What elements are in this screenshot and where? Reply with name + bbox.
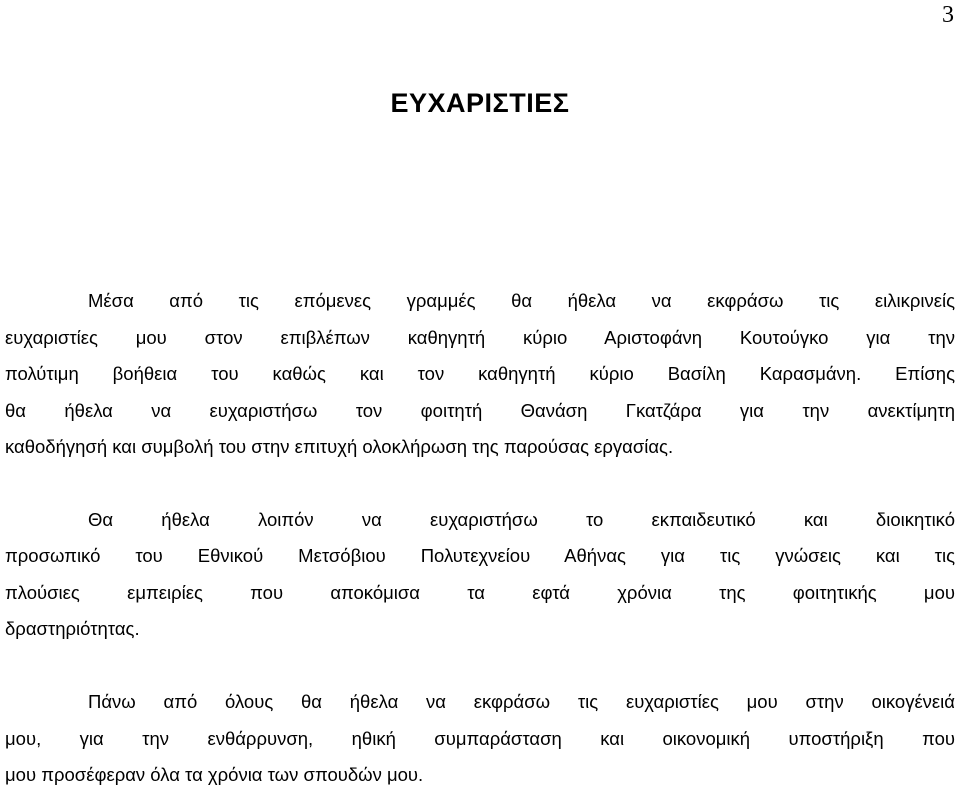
text-line: μου προσέφεραν όλα τα χρόνια των σπουδών μου. [5, 764, 424, 785]
text-line: προσωπικό του Εθνικού Μετσόβιου Πολυτεχνείου Αθήνας για τις γνώσεις και τις [5, 545, 955, 566]
page-number: 3 [942, 2, 954, 28]
text-line: θα ήθελα να ευχαριστήσω τον φοιτητή Θανάση Γκατζάρα για την ανεκτίμητη [5, 400, 955, 421]
text-line: Πάνω από όλους θα ήθελα να εκφράσω τις ευχαριστίες μου στην οικογένειά [88, 691, 955, 712]
text-line: μου, για την ενθάρρυνση, ηθική συμπαράσταση και οικονομική υποστήριξη που [5, 728, 955, 749]
text-line: πλούσιες εμπειρίες που αποκόμισα τα εφτά χρόνια της φοιτητικής μου [5, 582, 955, 603]
text-line: ευχαριστίες μου στον επιβλέπων καθηγητή κύριο Αριστοφάνη Κουτούγκο για την [5, 327, 955, 348]
text-line: πολύτιμη βοήθεια του καθώς και τον καθηγητή κύριο Βασίλη Καρασμάνη. Επίσης [5, 363, 955, 384]
text-line: Θα ήθελα λοιπόν να ευχαριστήσω το εκπαιδευτικό και διοικητικό [88, 509, 955, 530]
page-title: ΕΥΧΑΡΙΣΤΙΕΣ [390, 88, 570, 118]
text-line: καθοδήγησή και συμβολή του στην επιτυχή ολοκλήρωση της παρούσας εργασίας. [5, 436, 674, 457]
text-line: δραστηριότητας. [5, 618, 140, 639]
text-line: Μέσα από τις επόμενες γραμμές θα ήθελα να εκφράσω τις ειλικρινείς [88, 290, 955, 311]
